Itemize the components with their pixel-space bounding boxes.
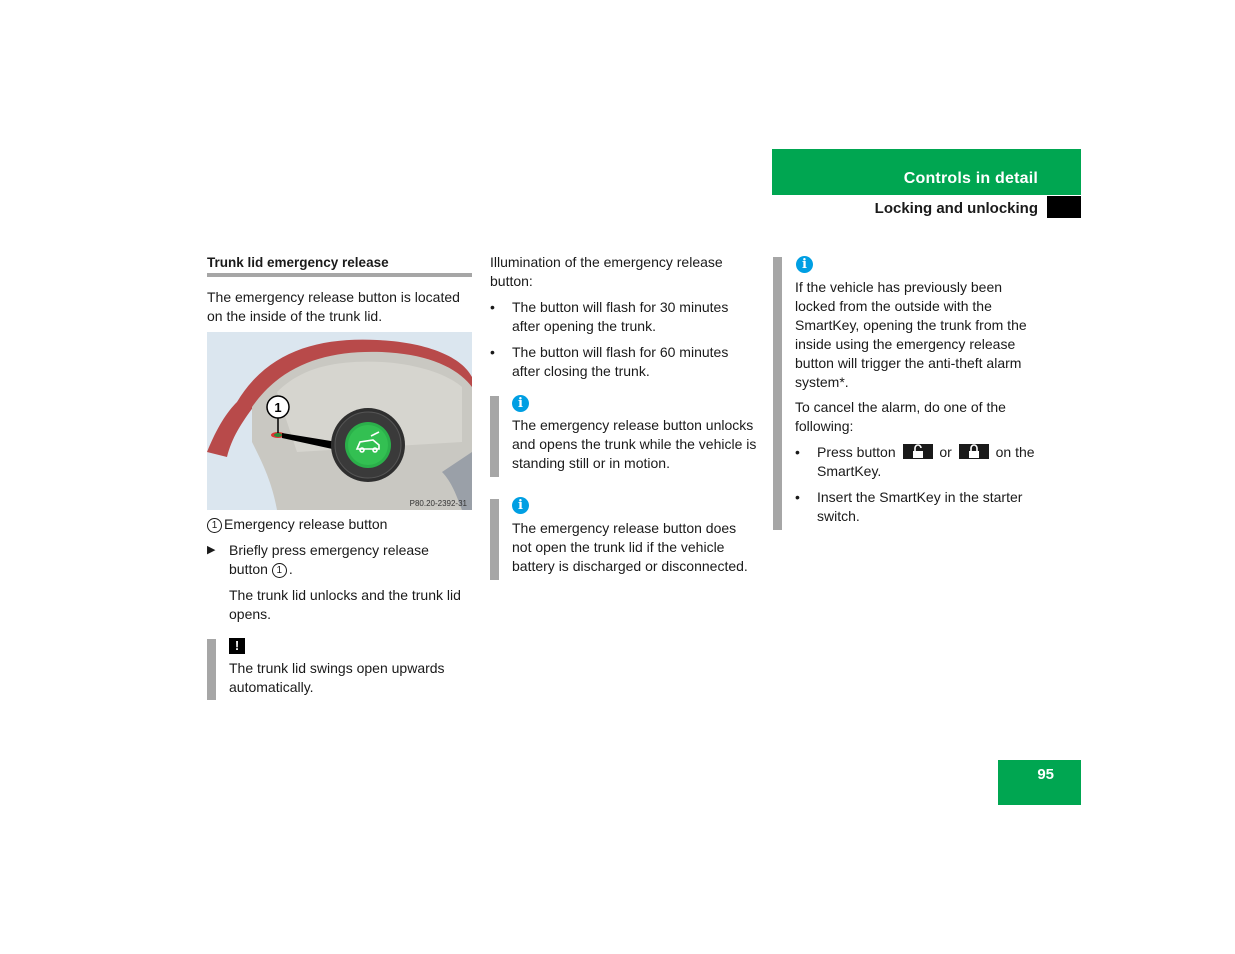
warning-line: automatically.: [229, 679, 314, 695]
list-item: [490, 343, 758, 383]
bullet-text: Press button: [817, 444, 896, 460]
warning-icon: !: [229, 638, 245, 654]
warning-line: The trunk lid swings open upwards: [229, 660, 445, 676]
cancel-line: following:: [795, 418, 854, 434]
section-heading: Trunk lid emergency release: [207, 255, 389, 270]
cancel-alarm-intro: [795, 398, 1055, 436]
info-line: The emergency release button unlocks: [512, 417, 754, 433]
intro-line: Illumination of the emergency release: [490, 254, 723, 270]
lock-icon: [959, 444, 989, 459]
info-line: button will trigger the anti-theft alarm: [795, 355, 1022, 371]
info-icon: i: [512, 497, 529, 514]
bullet-line: SmartKey.: [817, 463, 882, 479]
intro-paragraph: [207, 288, 472, 326]
figure-legend: [207, 515, 472, 534]
bullet-text: or: [939, 444, 952, 460]
legend-number: 1: [207, 518, 222, 533]
bullet-line: [817, 443, 1060, 462]
info-icon: i: [512, 395, 529, 412]
info-line: standing still or in motion.: [512, 455, 670, 471]
bullet-line: after opening the trunk.: [512, 318, 656, 334]
intro-line: The emergency release button is located: [207, 289, 460, 305]
warning-text: [229, 659, 479, 697]
step-number: 1: [272, 563, 287, 578]
intro-line: button:: [490, 273, 533, 289]
info-bar: [490, 396, 499, 477]
heading-rule: [207, 273, 472, 277]
result-line: The trunk lid unlocks and the trunk lid: [229, 587, 461, 603]
info-bar: [490, 499, 499, 580]
trunk-lid-illustration: [207, 332, 472, 510]
bullet-line: after closing the trunk.: [512, 363, 650, 379]
list-item: [795, 488, 1060, 528]
info-line: locked from the outside with the: [795, 298, 992, 314]
section-marker: [1047, 196, 1081, 218]
bullet-line: Insert the SmartKey in the starter: [817, 489, 1023, 505]
list-item: [795, 443, 1060, 483]
cancel-line: To cancel the alarm, do one of the: [795, 399, 1006, 415]
step-line: [229, 560, 472, 579]
bullet-line: The button will flash for 60 minutes: [512, 344, 729, 360]
step-line: Briefly press emergency release: [229, 542, 429, 558]
info-line: and opens the trunk while the vehicle is: [512, 436, 757, 452]
section-title: Locking and unlocking: [874, 200, 1038, 217]
info-line: battery is discharged or disconnected.: [512, 558, 748, 574]
bullet-line: switch.: [817, 508, 860, 524]
step-text: .: [288, 561, 293, 577]
bullet-icon: •: [795, 444, 800, 460]
bullet-text: on the: [995, 444, 1035, 460]
warning-bar: [207, 639, 216, 700]
bullet-icon: •: [490, 344, 495, 360]
bullet-line: The button will flash for 30 minutes: [512, 299, 729, 315]
instruction-step: [207, 541, 472, 579]
info-note-1: [512, 416, 762, 473]
legend-text: Emergency release button: [224, 516, 388, 532]
info-line: If the vehicle has previously been: [795, 279, 1003, 295]
figure-callout-number: 1: [274, 400, 282, 415]
unlock-icon: [903, 444, 933, 459]
bullet-icon: •: [490, 299, 495, 315]
step-arrow-icon: ▶: [207, 544, 216, 556]
info-line: not open the trunk lid if the vehicle: [512, 539, 725, 555]
page-number: 95: [1037, 766, 1054, 783]
trunk-lid-figure: [207, 332, 472, 510]
info-line: system*.: [795, 374, 849, 390]
info-icon: i: [796, 256, 813, 273]
result-line: opens.: [229, 606, 272, 622]
bullet-icon: •: [795, 489, 800, 505]
info-line: inside using the emergency release: [795, 336, 1016, 352]
figure-code: P80.20-2392-31: [409, 499, 467, 508]
illumination-intro: [490, 253, 758, 291]
step-result: [229, 586, 479, 624]
chapter-title: Controls in detail: [903, 170, 1038, 187]
list-item: [490, 298, 758, 338]
step-text: button: [229, 561, 268, 577]
intro-line: on the inside of the trunk lid.: [207, 308, 383, 324]
info-line: The emergency release button does: [512, 520, 737, 536]
info-note-3: [795, 278, 1055, 392]
info-line: SmartKey, opening the trunk from the: [795, 317, 1027, 333]
info-note-2: [512, 519, 762, 576]
info-bar: [773, 257, 782, 530]
